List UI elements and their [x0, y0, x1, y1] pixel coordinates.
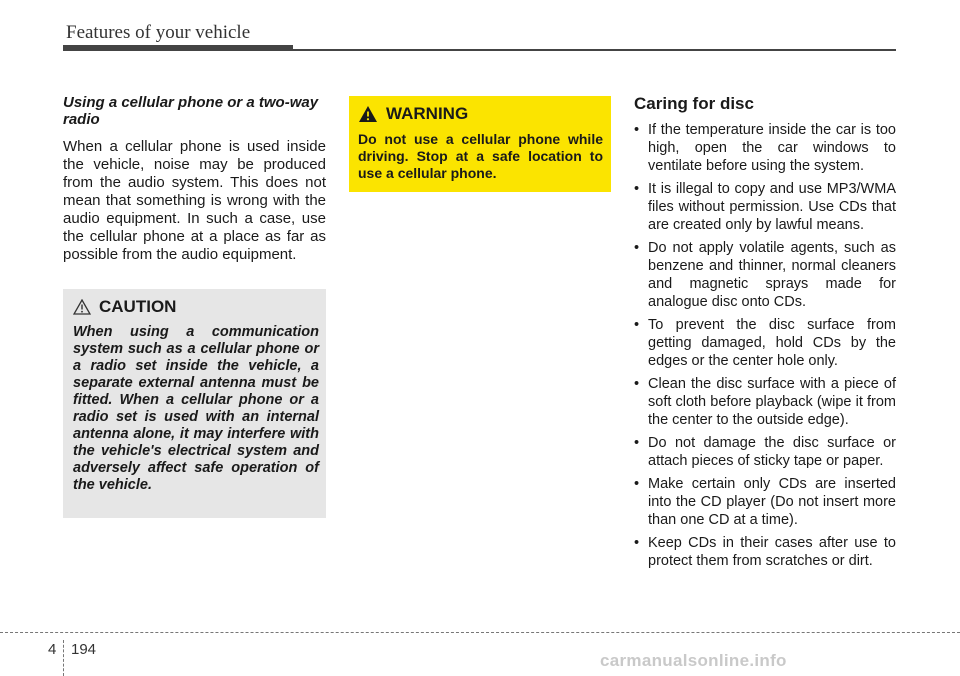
list-item: • To prevent the disc surface from getting damaged, hold CDs by the edges or the center hole only. [634, 316, 896, 370]
list-item: • Do not apply volatile agents, such as benzene and thinner, normal cleaners and magnetic sprays made for analogue disc onto CDs. [634, 239, 896, 311]
disc-care-list [634, 121, 896, 570]
warning-box [349, 96, 611, 192]
left-column [63, 94, 326, 264]
caution-box [63, 289, 326, 518]
page-number: 194 [71, 641, 97, 658]
right-column [634, 94, 896, 575]
warning-title: WARNING [386, 104, 469, 123]
list-item: • Make certain only CDs are inserted into the CD player (Do not insert more than one CD at a time). [634, 475, 896, 529]
header-rule-thin [293, 49, 896, 51]
list-item: • Keep CDs in their cases after use to protect them from scratches or dirt. [634, 534, 896, 570]
caution-body: When using a communication system such as a cellular phone or a radio set inside the vehicle, a separate external antenna must be fitted. When a cellular phone or a radio set is used with an internal antenna alone, it may interfere with the vehicle's electrical system and adversely affect safe operation of the vehicle. [73, 324, 319, 493]
footer-divider [0, 632, 960, 633]
section-heading: Caring for disc [634, 94, 754, 113]
body-paragraph: When a cellular phone is used inside the vehicle, noise may be produced from the audio system. This does not mean that something is wrong with the audio equipment. In such a case, use the cellular phone at a place as far as possible from the audio equipment. [63, 138, 326, 263]
watermark: carmanualsonline.info [600, 651, 787, 670]
list-item: • It is illegal to copy and use MP3/WMA files without permission. Use CDs that are created only by lawful means. [634, 180, 896, 234]
caution-title: CAUTION [99, 297, 177, 316]
list-item: • Do not damage the disc surface or attach pieces of sticky tape or paper. [634, 434, 896, 470]
warning-header [358, 104, 603, 124]
list-item: • Clean the disc surface with a piece of soft cloth before playback (wipe it from the center to the outside edge). [634, 375, 896, 429]
sub-heading: Using a cellular phone or a two-way radio [63, 94, 319, 128]
caution-triangle-icon [73, 299, 91, 315]
warning-triangle-icon [358, 105, 378, 123]
warning-body: Do not use a cellular phone while driving. Stop at a safe location to use a cellular phone. [358, 131, 603, 181]
page-header-title: Features of your vehicle [66, 22, 251, 43]
header-rule-thick [63, 45, 293, 51]
footer-separator [63, 640, 64, 676]
caution-header [73, 297, 319, 317]
list-item: • If the temperature inside the car is too high, open the car windows to ventilate before using the system. [634, 121, 896, 175]
chapter-number: 4 [48, 641, 57, 658]
